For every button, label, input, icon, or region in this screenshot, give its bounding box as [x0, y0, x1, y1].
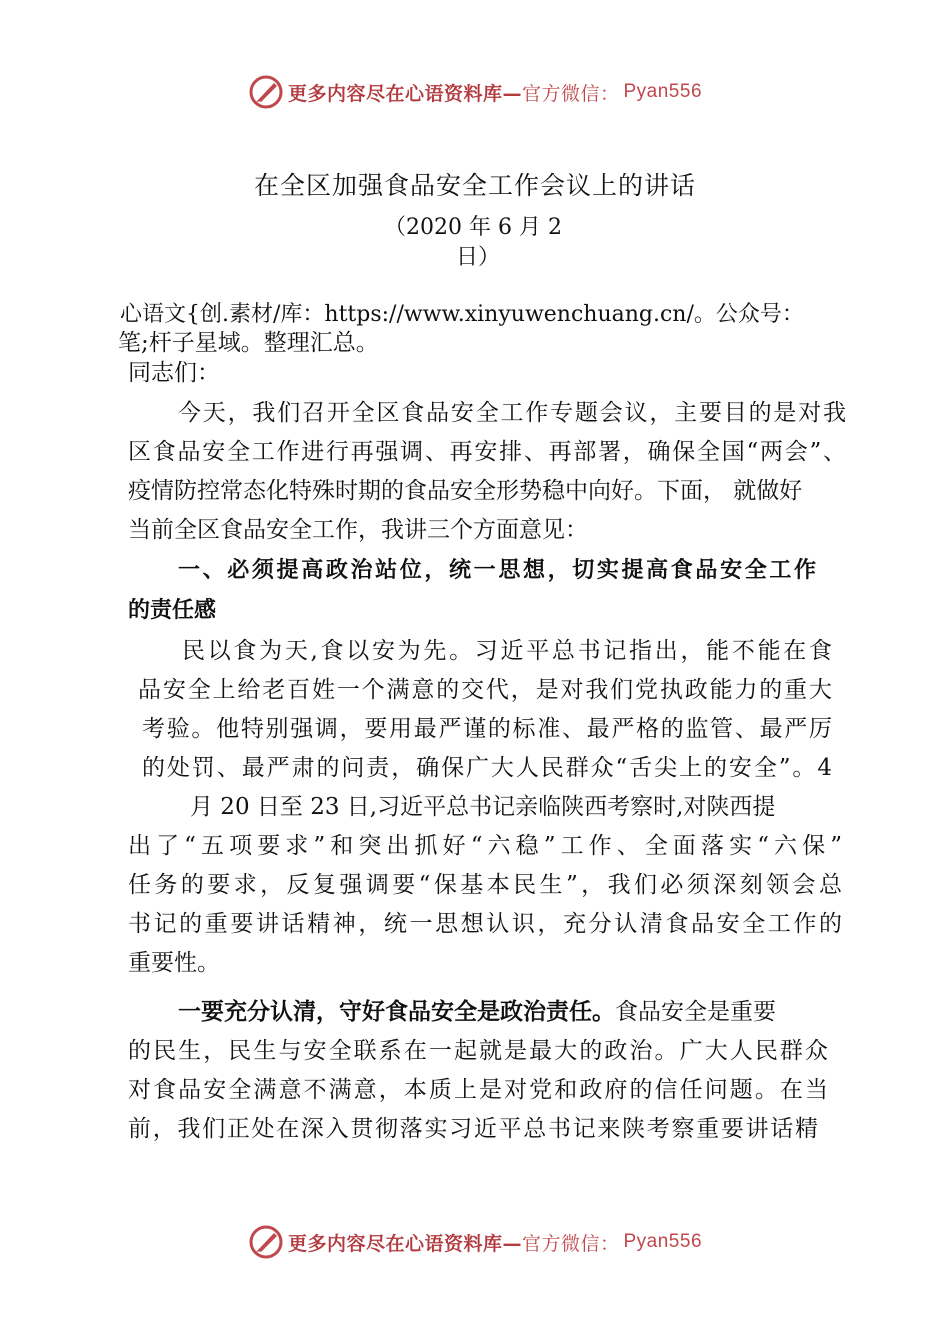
document-title: 在全区加强食品安全工作会议上的讲话	[253, 171, 696, 200]
intro-line: 当前全区食品安全工作，我讲三个方面意见：	[128, 517, 588, 543]
point1-first-line	[178, 997, 776, 1027]
date-line-1: （2020 年 6 月 2	[384, 215, 562, 240]
banner-text: 更多内容尽在心语资料库—	[287, 82, 522, 105]
section-heading-1-cont: 的责任感	[128, 598, 217, 623]
section1-line: 品安全上给老百姓一个满意的交代，是对我们党执政能力的重大	[138, 677, 832, 703]
header-banner	[0, 72, 950, 112]
section1-line: 书记的重要讲话精神，统一思想认识，充分认清食品安全工作的	[128, 911, 842, 937]
section1-line: 的处罚、最严肃的问责，确保广大人民群众“舌尖上的安全”。4	[142, 755, 832, 781]
section1-line: 月 20 日至 23 日,习近平总书记亲临陕西考察时,对陕西提	[190, 794, 776, 820]
banner-wechat-label: 官方微信：	[521, 82, 620, 105]
footer-banner	[0, 1222, 950, 1262]
intro-line: 今天，我们召开全区食品安全工作专题会议，主要目的是对我	[178, 400, 846, 426]
point1-line: 前，我们正处在深入贯彻落实习近平总书记来陕考察重要讲话精	[128, 1116, 818, 1142]
greeting: 同志们：	[128, 360, 220, 386]
date-line-2: 日）	[456, 245, 501, 270]
intro-line: 区食品安全工作进行再强调、再安排、再部署，确保全国“两会”、	[128, 439, 846, 465]
section1-line: 考验。他特别强调，要用最严谨的标准、最严格的监管、最严厉	[142, 716, 832, 742]
point1-line: 对食品安全满意不满意，本质上是对党和政府的信任问题。在当	[128, 1077, 828, 1103]
section1-line: 任务的要求，反复强调要“保基本民生”，我们必须深刻领会总	[128, 872, 842, 898]
brush-logo-icon	[248, 1224, 284, 1260]
point1-rest: 食品安全是重要	[615, 999, 776, 1025]
banner-wechat-id: Pyan556	[623, 1231, 703, 1252]
point1-bold: 一要充分认清，守好食品安全是政治责任。	[178, 999, 615, 1025]
section1-line: 出了“五项要求”和突出抓好“六稳”工作、全面落实“六保”	[128, 833, 842, 859]
source-line-2: 笔;杆子星域。整理汇总。	[118, 330, 379, 356]
banner-text: 更多内容尽在心语资料库—	[287, 1232, 522, 1255]
banner-wechat-id: Pyan556	[623, 81, 703, 102]
brush-logo-icon	[248, 74, 284, 110]
section-heading-1: 一、必须提高政治站位，统一思想，切实提高食品安全工作	[178, 558, 816, 583]
point1-line: 的民生，民生与安全联系在一起就是最大的政治。广大人民群众	[128, 1038, 828, 1064]
source-line-1: 心语文{创.素材/库：https://www.xinyuwenchuang.cn/。公众号：	[120, 302, 804, 327]
intro-line: 疫情防控常态化特殊时期的食品安全形势稳中向好。下面， 就做好	[128, 478, 803, 504]
banner-wechat-label: 官方微信：	[521, 1232, 620, 1255]
section1-line: 民以食为天,食以安为先。习近平总书记指出，能不能在食	[182, 638, 832, 664]
section1-line: 重要性。	[128, 950, 220, 976]
